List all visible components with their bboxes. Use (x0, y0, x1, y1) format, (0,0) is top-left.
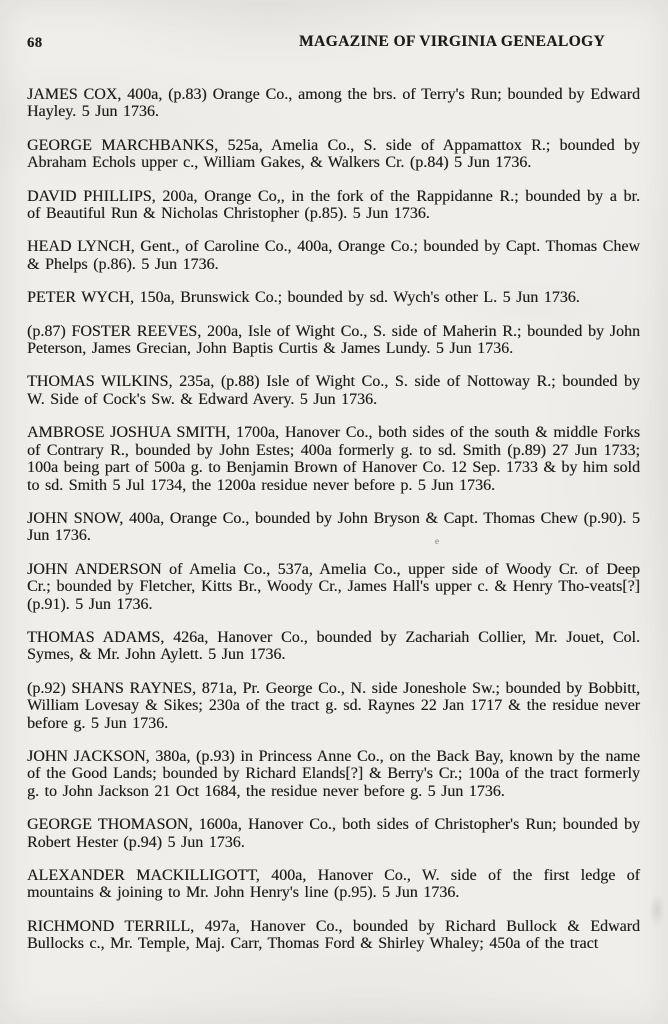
grant-entry-thomas-wilkins: THOMAS WILKINS, 235a, (p.88) Isle of Wight Co., S. side of Nottoway R.; bounded by W. Side of Cock's Sw. & Edward Avery. 5 Jun 1736. (27, 373, 640, 408)
grant-entry-david-phillips: DAVID PHILLIPS, 200a, Orange Co,, in the fork of the Rappidanne R.; bounded by a br. of Beautiful Run & Nicholas Christopher (p.85). 5 Jun 1736. (27, 187, 640, 223)
grant-entry-george-marchbanks: GEORGE MARCHBANKS, 525a, Amelia Co., S. side of Appamattox R.; bounded by Abraham Echols upper c., William Gakes, & Walkers Cr. (p.84) 5 Jun 1736. (27, 136, 640, 172)
grant-entry-john-jackson: JOHN JACKSON, 380a, (p.93) in Princess Anne Co., on the Back Bay, known by the name of the Good Lands; bounded by Richard Elands[?] & Berry's Cr.; 100a of the tract formerly g. to John Jackson 21 Oct 1684, the residue never before g. 5 Jun 1736. (27, 747, 640, 800)
land-grant-entries (27, 86, 640, 969)
running-head (0, 33, 668, 53)
grant-entry-head-lynch: HEAD LYNCH, Gent., of Caroline Co., 400a, Orange Co.; bounded by Capt. Thomas Chew & Phelps (p.86). 5 Jun 1736. (27, 238, 640, 273)
journal-header-title: MAGAZINE OF VIRGINIA GENEALOGY (299, 33, 606, 50)
grant-entry-shans-raynes: (p.92) SHANS RAYNES, 871a, Pr. George Co., N. side Joneshole Sw.; bounded by Bobbitt, William Lovesay & Sikes; 230a of the tract g. sd. Raynes 22 Jan 1717 & the residue never before g. 5 Jun 1736. (27, 679, 640, 732)
grant-entry-peter-wych: PETER WYCH, 150a, Brunswick Co.; bounded by sd. Wych's other L. 5 Jun 1736. (27, 289, 580, 307)
grant-entry-john-anderson: JOHN ANDERSON of Amelia Co., 537a, Amelia Co., upper side of Woody Cr. of Deep Cr.; bounded by Fletcher, Kitts Br., Woody Cr., James Hall's upper c. & Henry Tho-veats[?] (p.91). 5 Jun 1736. (27, 560, 640, 613)
grant-entry-richmond-terrill: RICHMOND TERRILL, 497a, Hanover Co., bounded by Richard Bullock & Edward Bullocks c., Mr. Temple, Maj. Carr, Thomas Ford & Shirley Whaley; 450a of the tract (27, 917, 640, 953)
grant-entry-foster-reeves: (p.87) FOSTER REEVES, 200a, Isle of Wight Co., S. side of Maherin R.; bounded by John Peterson, James Grecian, John Baptis Curtis & James Lundy. 5 Jun 1736. (27, 322, 640, 358)
grant-entry-alexander-mackilligott: ALEXANDER MACKILLIGOTT, 400a, Hanover Co., W. side of the first ledge of mountains & joining to Mr. John Henry's line (p.95). 5 Jun 1736. (27, 867, 640, 902)
scan-edge-smudge (649, 893, 665, 927)
grant-entry-john-snow: JOHN SNOW, 400a, Orange Co., bounded by John Bryson & Capt. Thomas Chew (p.90). 5 Jun 1736. (27, 509, 640, 545)
grant-entry-george-thomason: GEORGE THOMASON, 1600a, Hanover Co., both sides of Christopher's Run; bounded by Robert Hester (p.94) 5 Jun 1736. (27, 816, 640, 851)
grant-entry-ambrose-joshua-smith: AMBROSE JOSHUA SMITH, 1700a, Hanover Co., both sides of the south & middle Forks of Contrary R., bounded by John Estes; 400a formerly g. to sd. Smith (p.89) 27 Jun 1733; 100a being part of 500a g. to Benjamin Brown of Hanover Co. 12 Sep. 1733 & by him sold to sd. Smith 5 Jul 1734, the 1200a residue never before p. 5 Jun 1736. (27, 424, 640, 494)
grant-entry-thomas-adams: THOMAS ADAMS, 426a, Hanover Co., bounded by Zachariah Collier, Mr. Jouet, Col. Symes, & Mr. John Aylett. 5 Jun 1736. (27, 628, 640, 664)
grant-entry-james-cox: JAMES COX, 400a, (p.83) Orange Co., among the brs. of Terry's Run; bounded by Edward Hayley. 5 Jun 1736. (27, 86, 640, 121)
page-number: 68 (27, 35, 43, 51)
scan-stray-mark: e (435, 536, 439, 546)
